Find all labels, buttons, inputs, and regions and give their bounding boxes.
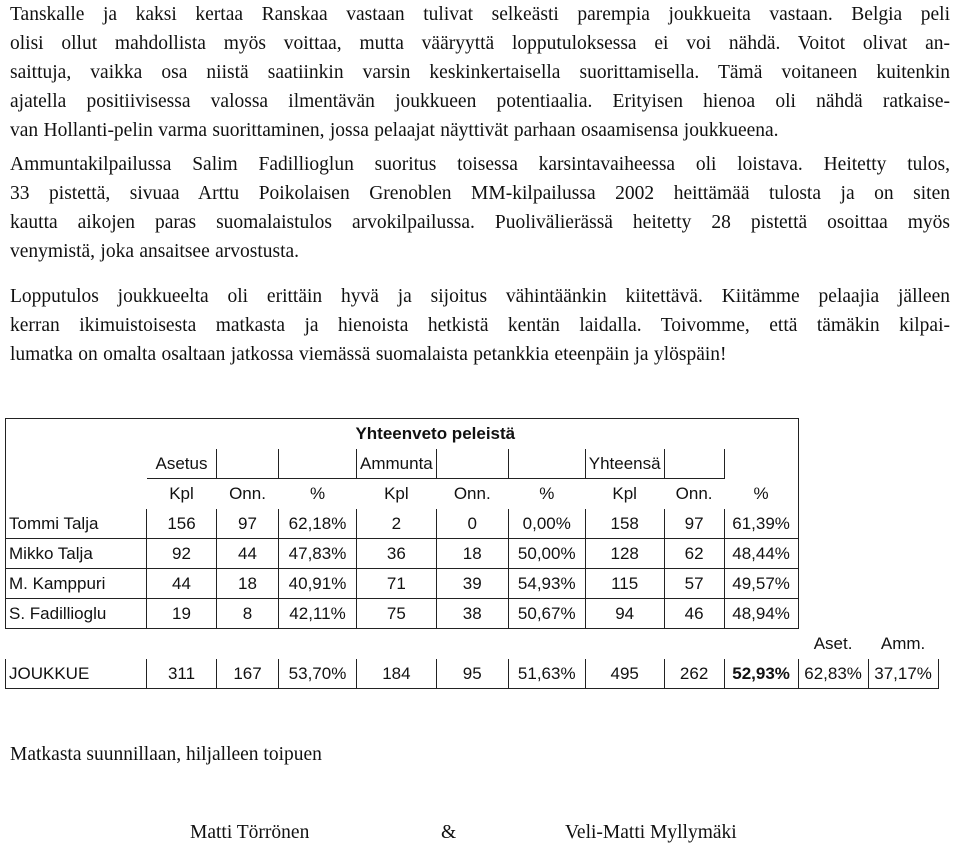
- table-subheader-row: [6, 479, 939, 509]
- team-name: JOUKKUE: [6, 659, 147, 689]
- stat-cell: 50,67%: [508, 599, 585, 629]
- table-row: [6, 599, 939, 629]
- stat-cell: 0,00%: [508, 509, 585, 539]
- subheader-cell: Onn.: [675, 483, 713, 503]
- subheader-cell: %: [309, 483, 326, 503]
- stat-cell: 18: [436, 539, 508, 569]
- stat-cell: 71: [357, 569, 437, 599]
- stat-cell: 62,18%: [279, 509, 357, 539]
- subheader-cell: Kpl: [169, 483, 194, 503]
- stat-cell: 156: [147, 509, 217, 539]
- group-header-yhteensa: Yhteensä: [585, 449, 664, 479]
- stat-cell: 167: [217, 659, 279, 689]
- table-team-row: [6, 659, 939, 689]
- stat-cell: 38: [436, 599, 508, 629]
- paragraph-shooting: [10, 150, 950, 266]
- group-header-asetus: Asetus: [147, 449, 217, 479]
- table-row: [6, 569, 939, 599]
- closing-line: Matkasta suunnillaan, hiljalleen toipuen: [10, 744, 322, 765]
- stat-cell: 50,00%: [508, 539, 585, 569]
- stat-cell: 158: [585, 509, 664, 539]
- player-name: S. Fadillioglu: [6, 599, 147, 629]
- paragraph-line: Ammuntakilpailussa Salim Fadillioglun suoritus toisessa karsintavaiheessa oli loistava. Heitetty tulos,: [10, 154, 950, 175]
- paragraph-line: kerran ikimuistoisesta matkasta ja hienoista hetkistä kentän laidalla. Toivomme, että tämäkin kilpai-: [10, 315, 950, 336]
- subheader-cell: %: [724, 479, 798, 509]
- extra-header-aset: Aset.: [813, 633, 853, 653]
- stat-cell: 48,44%: [724, 539, 798, 569]
- stat-cell: 262: [664, 659, 724, 689]
- stat-cell: 0: [436, 509, 508, 539]
- paragraph-line: lumatka on omalta osaltaan jatkossa viemässä suomalaista petankkia eteenpäin ja ylöspäin!: [10, 344, 727, 365]
- stat-cell-total-percent: 52,93%: [724, 659, 798, 689]
- subheader-cell: Kpl: [612, 483, 637, 503]
- group-header-ammunta: Ammunta: [357, 449, 437, 479]
- subheader-cell: %: [539, 483, 555, 503]
- subheader-cell: Onn.: [453, 483, 491, 503]
- stat-cell: 53,70%: [279, 659, 357, 689]
- stat-cell: 54,93%: [508, 569, 585, 599]
- stat-cell: 19: [147, 599, 217, 629]
- paragraph-team-results: [10, 0, 950, 145]
- player-name: Tommi Talja: [6, 509, 147, 539]
- stat-cell: 46: [664, 599, 724, 629]
- stat-cell: 62,83%: [798, 659, 868, 689]
- subheader-cell: Onn.: [229, 483, 266, 503]
- table-row: [6, 539, 939, 569]
- stat-cell: 51,63%: [508, 659, 585, 689]
- stat-cell: 42,11%: [279, 599, 357, 629]
- stat-cell: 61,39%: [724, 509, 798, 539]
- player-name: Mikko Talja: [6, 539, 147, 569]
- summary-table: [5, 418, 939, 689]
- paragraph-line: olisi ollut mahdollista myös voittaa, mutta vääryyttä lopputuloksessa ei voi nähdä. Voitot olivat an-: [10, 33, 950, 54]
- paragraph-conclusion: [10, 282, 950, 369]
- table-row: [6, 509, 939, 539]
- stat-cell: 184: [357, 659, 437, 689]
- paragraph-line: van Hollanti-pelin varma suorittaminen, jossa pelaajat näyttivät parhaan osaamisensa joukkueena.: [10, 120, 779, 141]
- stat-cell: 495: [585, 659, 664, 689]
- stat-cell: 311: [147, 659, 217, 689]
- table-title-row: [6, 419, 939, 449]
- paragraph-line: ajatella positiivisessa valossa ilmentävän joukkueen potentiaalia. Erityisen hienoa oli nähdä ratkaise-: [10, 91, 950, 112]
- stat-cell: 18: [217, 569, 279, 599]
- stat-cell: 128: [585, 539, 664, 569]
- extra-header-amm: Amm.: [880, 633, 926, 653]
- stat-cell: 2: [357, 509, 437, 539]
- paragraph-line: Tanskalle ja kaksi kertaa Ranskaa vastaan tulivat selkeästi parempia joukkueita vastaan. Belgia peli: [10, 4, 950, 25]
- stat-cell: 97: [217, 509, 279, 539]
- stat-cell: 57: [664, 569, 724, 599]
- stat-cell: 75: [357, 599, 437, 629]
- stat-cell: 62: [664, 539, 724, 569]
- stat-cell: 37,17%: [868, 659, 938, 689]
- table-group-row: [6, 449, 939, 479]
- stat-cell: 44: [147, 569, 217, 599]
- paragraph-line: venymistä, joka ansaitsee arvostusta.: [10, 241, 300, 262]
- paragraph-line: kautta aikojen paras suomalaistulos arvokilpailussa. Puolivälierässä heitetty 28 pistettä osoittaa myös: [10, 212, 950, 233]
- table-title: Yhteenveto peleistä: [147, 419, 725, 449]
- stat-cell: 95: [436, 659, 508, 689]
- stat-cell: 8: [217, 599, 279, 629]
- paragraph-line: 33 pistettä, sivuaa Arttu Poikolaisen Grenoblen MM-kilpailussa 2002 heittämää tulosta ja on siten: [10, 183, 950, 204]
- stat-cell: 40,91%: [279, 569, 357, 599]
- stat-cell: 97: [664, 509, 724, 539]
- table-extra-header-row: [6, 629, 939, 659]
- signature-first: Matti Törrönen: [190, 822, 310, 843]
- player-name: M. Kamppuri: [6, 569, 147, 599]
- stat-cell: 48,94%: [724, 599, 798, 629]
- paragraph-line: saittuja, vaikka osa niistä saatiinkin varsin keskinkertaisella suorittamisella. Tämä voitaneen kuitenkin: [10, 62, 950, 83]
- paragraph-line: Lopputulos joukkueelta oli erittäin hyvä ja sijoitus vähintäänkin kiitettävä. Kiitämme pelaajia jälleen: [10, 286, 950, 307]
- stat-cell: 39: [436, 569, 508, 599]
- signature-ampersand: &: [441, 822, 457, 843]
- stat-cell: 115: [585, 569, 664, 599]
- subheader-cell: Kpl: [384, 483, 409, 503]
- stat-cell: 36: [357, 539, 437, 569]
- stat-cell: 44: [217, 539, 279, 569]
- stat-cell: 47,83%: [279, 539, 357, 569]
- stat-cell: 94: [585, 599, 664, 629]
- signature-second: Veli-Matti Myllymäki: [565, 822, 737, 843]
- stat-cell: 49,57%: [724, 569, 798, 599]
- stat-cell: 92: [147, 539, 217, 569]
